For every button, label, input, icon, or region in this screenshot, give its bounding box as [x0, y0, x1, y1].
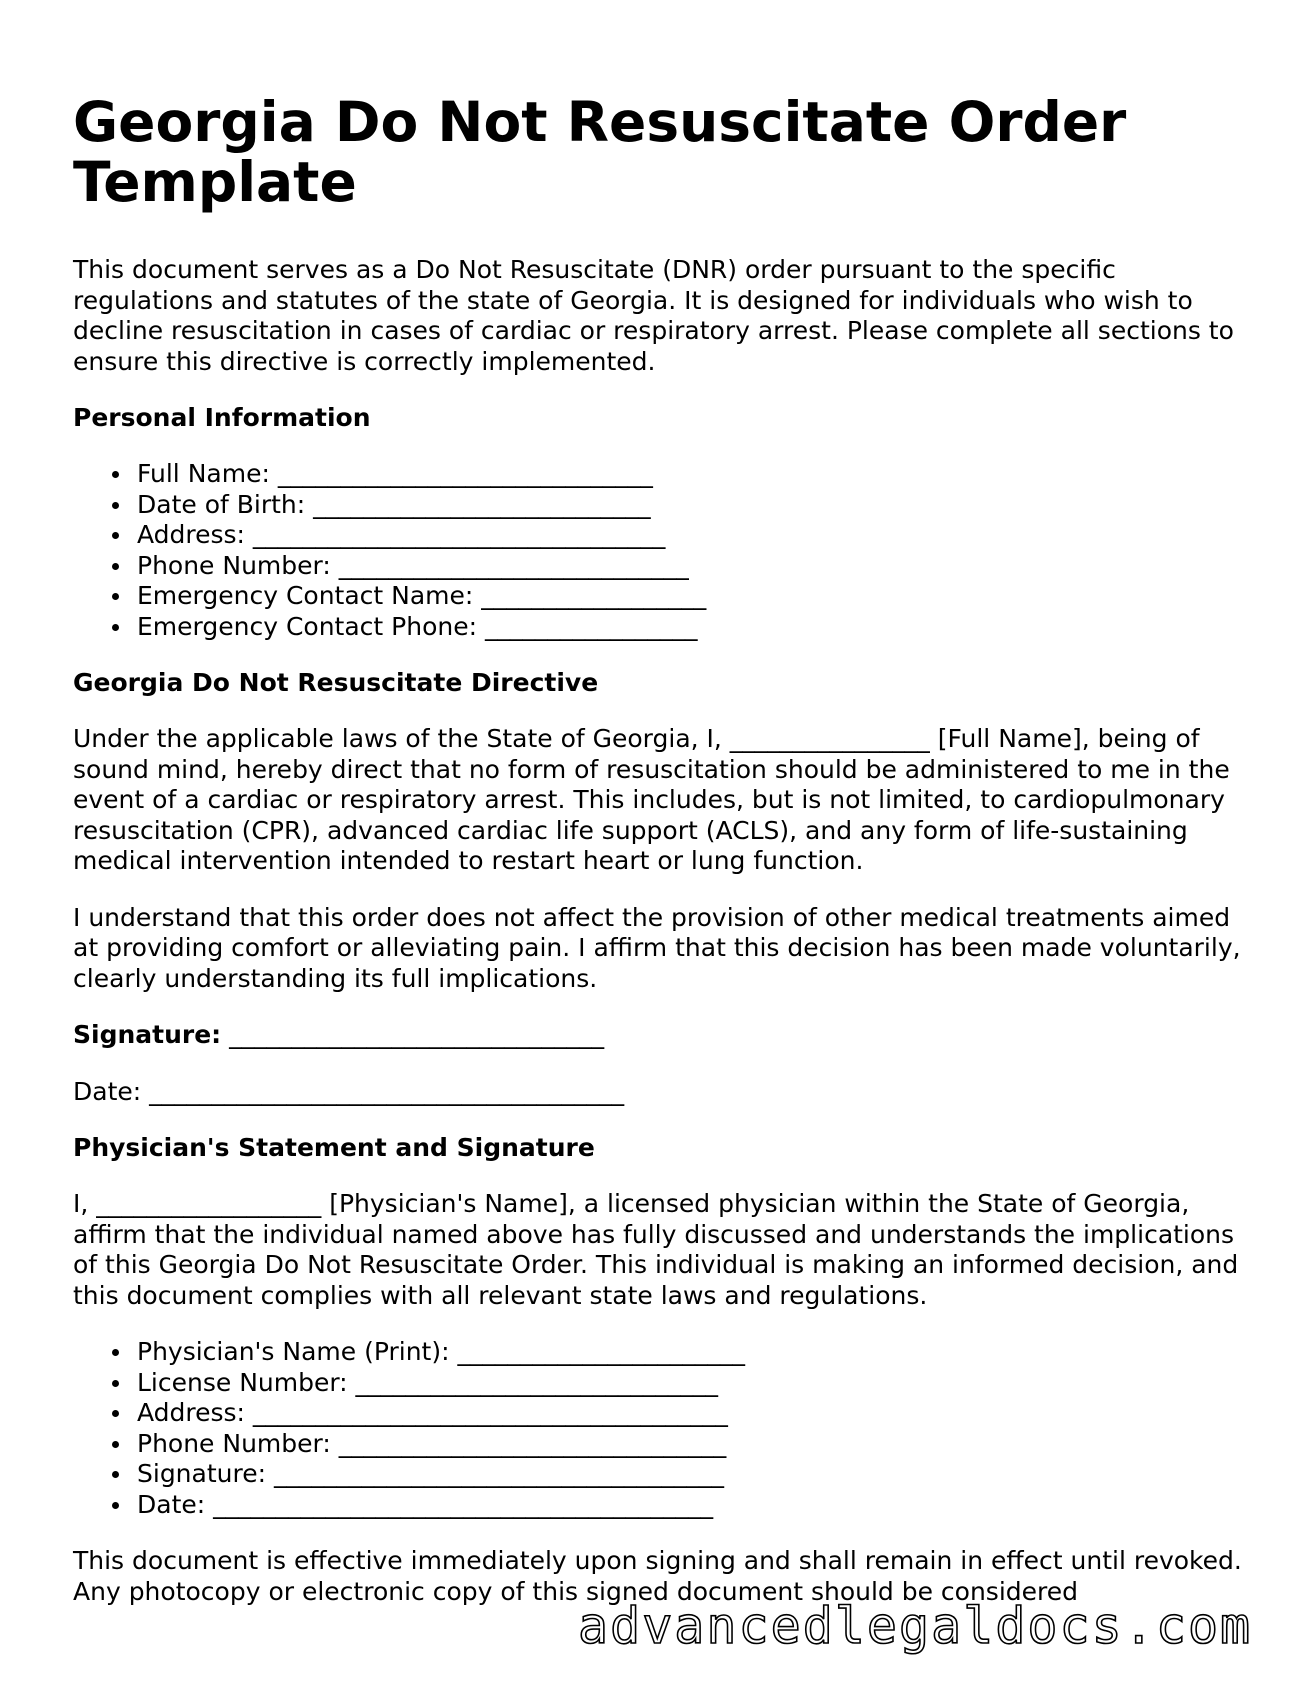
physician-paragraph: I, __________________ [Physician's Name], a licensed physician within the State of Georgia, affirm that the individual named above has fully discussed and understands the implications of this Georgia Do Not Resuscitate Order. This individual is making an informed decision, and this document complies with all relevant state laws and regulations.	[73, 1189, 1239, 1310]
physician-heading: Physician's Statement and Signature	[73, 1133, 595, 1162]
list-item: Emergency Contact Name: __________________	[137, 581, 1253, 612]
signature-line	[73, 1020, 1253, 1051]
list-item: Full Name: ______________________________	[137, 459, 1253, 490]
list-item: Date: ________________________________________	[137, 1490, 1253, 1521]
list-item: Physician's Name (Print): _______________________	[137, 1337, 1253, 1368]
personal-information-list	[73, 459, 1253, 642]
list-item: Address: ______________________________________	[137, 1398, 1253, 1429]
document-page	[73, 92, 1253, 1607]
list-item: Address: _________________________________	[137, 520, 1253, 551]
watermark-text: advancedlegaldocs.com	[578, 1597, 1253, 1655]
list-item: Signature: ____________________________________	[137, 1459, 1253, 1490]
date-line: Date: ______________________________________	[73, 1076, 625, 1106]
signature-label: Signature:	[73, 1020, 222, 1049]
footer-paragraph: This document is effective immediately upon signing and shall remain in effect until revoked. Any photocopy or electronic copy of this signed document should be considered	[73, 1546, 1242, 1606]
directive-heading: Georgia Do Not Resuscitate Directive	[73, 668, 599, 697]
directive-paragraph-2: I understand that this order does not affect the provision of other medical treatments aimed at providing comfort or alleviating pain. I affirm that this decision has been made voluntarily, clearly understanding its full implications.	[73, 902, 1241, 993]
intro-paragraph: This document serves as a Do Not Resuscitate (DNR) order pursuant to the specific regulations and statutes of the state of Georgia. It is designed for individuals who wish to decline resuscitation in cases of cardiac or respiratory arrest. Please complete all sections to ensure this directive is correctly implemented.	[73, 255, 1234, 376]
list-item: Emergency Contact Phone: _________________	[137, 612, 1253, 643]
list-item: Date of Birth: ___________________________	[137, 490, 1253, 521]
list-item: Phone Number: ____________________________	[137, 551, 1253, 582]
document-title: Georgia Do Not Resuscitate Order Template	[73, 90, 1127, 214]
watermark	[578, 1598, 1252, 1654]
personal-information-heading: Personal Information	[73, 403, 371, 432]
list-item: Phone Number: _______________________________	[137, 1429, 1253, 1460]
signature-blank: ______________________________	[229, 1020, 605, 1049]
physician-information-list	[73, 1337, 1253, 1520]
list-item: License Number: _____________________________	[137, 1368, 1253, 1399]
directive-paragraph-1: Under the applicable laws of the State of Georgia, I, ________________ [Full Name], being of sound mind, hereby direct that no form of resuscitation should be administered to me in the event of a cardiac or respiratory arrest. This includes, but is not limited, to cardiopulmonary resuscitation (CPR), advanced cardiac life support (ACLS), and any form of life-sustaining medical intervention intended to restart heart or lung function.	[73, 724, 1230, 875]
